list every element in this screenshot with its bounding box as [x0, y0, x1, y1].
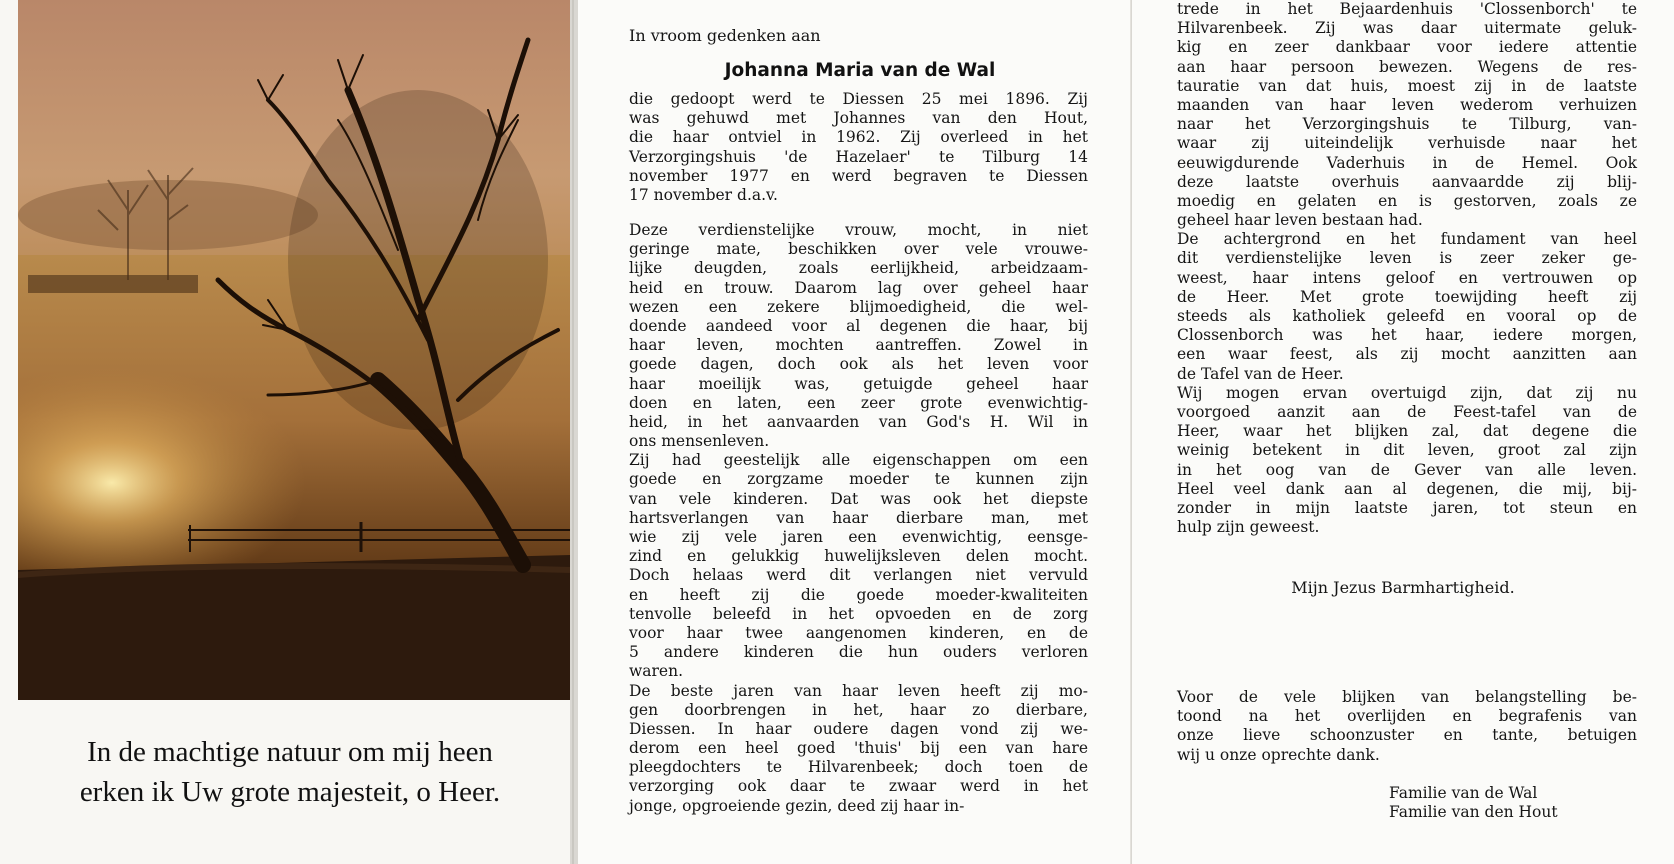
text-line: een waar feest, als zij mocht aanzitten aan: [1177, 345, 1637, 364]
text-line: wezen een zekere blijmoedigheid, die wel-: [629, 297, 1088, 316]
text-line: gen doorbrengen in het, haar zo dierbare,: [629, 700, 1088, 719]
prayer-motto: Mijn Jezus Barmhartigheid.: [1291, 578, 1515, 597]
text-line: de Tafel van de Heer.: [1177, 364, 1344, 383]
text-line: De beste jaren van haar leven heeft zij mo-: [629, 681, 1088, 700]
text-line: in het oog van de Gever van alle leven.: [1177, 460, 1637, 479]
text-line: Wij mogen ervan overtuigd zijn, dat zij nu: [1177, 383, 1637, 402]
text-line: waar zij uiteindelijk verhuisde naar het: [1177, 134, 1637, 153]
text-line: haar leven, mochten aantreffen. Zowel in: [629, 336, 1088, 355]
text-line: lijke deugden, zoals eerlijkheid, arbeidzaam-: [629, 259, 1088, 278]
text-line: wij u onze oprechte dank.: [1177, 745, 1380, 764]
text-line: tauratie van dat huis, moest zij in de laatste: [1177, 76, 1637, 95]
text-line: tenvolle beleefd in het opvoeden en de zorg: [629, 604, 1088, 623]
family-signature: [1389, 784, 1639, 822]
text-line: zonder in mijn laatste jaren, tot steun en: [1177, 498, 1637, 517]
text-line: pleegdochters te Hilvarenbeek; doch toen de: [629, 758, 1088, 777]
text-line: Diessen. In haar oudere dagen vond zij we-: [629, 719, 1088, 738]
text-line: hartsverlangen van haar dierbare man, met: [629, 508, 1088, 527]
biography-paragraph: [629, 90, 1088, 205]
text-line: Voor de vele blijken van belangstelling be-: [1177, 688, 1637, 706]
text-line: waren.: [629, 662, 684, 681]
verse-line: In de machtige natuur om mij heen: [87, 736, 493, 768]
text-line: verzorging ook daar te zwaar werd in het: [629, 777, 1088, 796]
text-line: de Heer. Met grote toewijding heeft zij: [1177, 287, 1637, 306]
deceased-name: Johanna Maria van de Wal: [724, 60, 996, 81]
text-line: Clossenborch was het haar, iedere morgen,: [1177, 326, 1637, 345]
text-line: derom een heel goed 'thuis' bij een van hare: [629, 739, 1088, 758]
text-line: hulp zijn geweest.: [1177, 518, 1320, 537]
text-line: naar het Verzorgingshuis te Tilburg, van-: [1177, 115, 1637, 134]
text-line: Heer, waar het blijken zal, dat degene die: [1177, 422, 1637, 441]
text-line: jonge, opgroeiende gezin, deed zij haar in-: [629, 796, 965, 815]
text-line: maanden van haar leven wederom verhuizen: [1177, 95, 1637, 114]
text-line: Zij had geestelijk alle eigenschappen om een: [629, 451, 1088, 470]
text-line: 5 andere kinderen die hun ouders verloren: [629, 643, 1088, 662]
text-line: deze laatste overhuis aanvaardde zij blij-: [1177, 172, 1637, 191]
text-line: onze lieve schoonzuster en tante, betuigen: [1177, 726, 1637, 745]
text-line: ons mensenleven.: [629, 432, 770, 451]
intro-text: In vroom gedenken aan: [629, 26, 821, 45]
text-line: dit verdienstelijke leven is zeer zeker ge-: [1177, 249, 1637, 268]
text-line: De achtergrond en het fundament van heel: [1177, 230, 1637, 249]
fold-line: [1130, 0, 1131, 864]
text-line: november 1977 en werd begraven te Diessen: [629, 166, 1088, 185]
text-line: heid, in het aanvaarden van God's H. Wil in: [629, 412, 1088, 431]
text-line: geheel haar leven bestaan had.: [1177, 211, 1423, 230]
text-line: Familie van den Hout: [1389, 803, 1558, 822]
text-line: voorgoed aanzit aan de Feest-tafel van de: [1177, 402, 1637, 421]
continuation-paragraph: [1177, 0, 1637, 537]
text-line: haar moeilijk was, getuigde geheel haar: [629, 374, 1088, 393]
sunset-river-photo: [18, 0, 570, 700]
text-line: moedig en gelaten en is gestorven, zoals ze: [1177, 191, 1637, 210]
text-line: trede in het Bejaardenhuis 'Clossenborch' te: [1177, 0, 1637, 18]
text-line: die haar ontviel in 1962. Zij overleed in het: [629, 128, 1088, 147]
thanks-paragraph: [1177, 688, 1637, 765]
text-line: weinig betekent in dit leven, groot zal zijn: [1177, 441, 1637, 460]
text-line: zind en gelukkig huwelijksleven delen mocht.: [629, 547, 1088, 566]
text-line: toond na het overlijden en begrafenis van: [1177, 707, 1637, 726]
text-line: wie zij vele jaren een evenwichtig, eensge-: [629, 528, 1088, 546]
text-line: 17 november d.a.v.: [629, 185, 778, 204]
text-line: Deze verdienstelijke vrouw, mocht, in niet: [629, 221, 1088, 239]
front-panel: [0, 0, 570, 864]
text-line: Verzorgingshuis 'de Hazelaer' te Tilburg 14: [629, 147, 1088, 166]
text-line: en heeft zij die goede moeder-kwaliteiten: [629, 585, 1088, 604]
text-line: Heel veel dank aan al degenen, die mij, bij-: [1177, 479, 1637, 498]
text-line: geringe mate, beschikken over vele vrouwe-: [629, 240, 1088, 259]
text-line: goede dagen, doch ook als het leven voor: [629, 355, 1088, 374]
text-line: Hilvarenbeek. Zij was daar uitermate geluk-: [1177, 19, 1637, 38]
virtues-paragraph: [629, 221, 1088, 816]
text-line: heid en trouw. Daarom lag over geheel haar: [629, 278, 1088, 297]
text-line: Familie van de Wal: [1389, 784, 1538, 802]
text-line: steeds als katholiek geleefd en vooral op de: [1177, 307, 1637, 325]
text-line: die gedoopt werd te Diessen 25 mei 1896. Zij: [629, 90, 1088, 108]
verse-caption: [20, 732, 560, 812]
text-line: Doch helaas werd dit verlangen niet vervuld: [629, 566, 1088, 585]
text-line: kig en zeer dankbaar voor iedere attentie: [1177, 38, 1637, 57]
text-line: van vele kinderen. Dat was ook het diepste: [629, 489, 1088, 508]
text-line: eeuwigdurende Vaderhuis in de Hemel. Ook: [1177, 153, 1637, 172]
text-line: doen en laten, een zeer grote evenwichtig-: [629, 393, 1088, 412]
text-line: voor haar twee aangenomen kinderen, en de: [629, 623, 1088, 642]
text-line: doende aandeed voor al degenen die haar, bij: [629, 316, 1088, 335]
text-line: aan haar persoon bewezen. Wegens de res-: [1177, 57, 1637, 76]
fold-line: [572, 0, 574, 864]
verse-line: erken ik Uw grote majesteit, o Heer.: [79, 776, 501, 808]
text-line: was gehuwd met Johannes van den Hout,: [629, 109, 1088, 128]
text-line: goede en zorgzame moeder te kunnen zijn: [629, 470, 1088, 489]
text-line: weest, haar intens geloof en vertrouwen op: [1177, 268, 1637, 287]
